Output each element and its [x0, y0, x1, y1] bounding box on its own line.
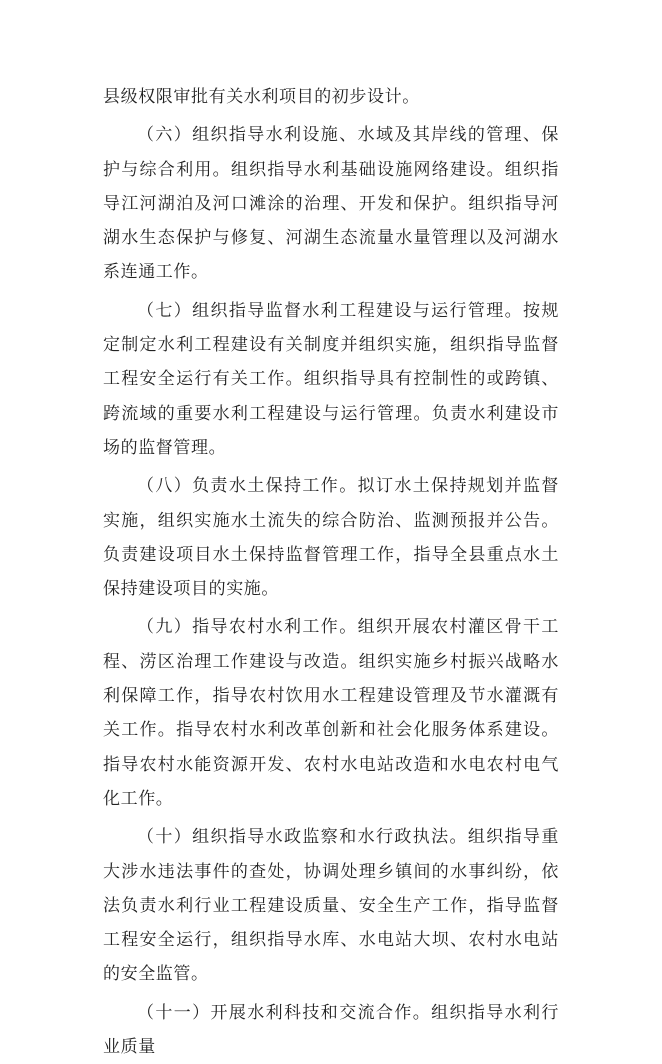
paragraph-item-8: （八）负责水土保持工作。拟订水土保持规划并监督实施，组织实施水土流失的综合防治、监测预报并公告。负责建设项目水土保持监督管理工作，指导全县重点水土保持建设项目的实施。: [103, 476, 559, 600]
paragraph-continuation: 县级权限审批有关水利项目的初步设计。: [103, 87, 420, 107]
paragraph-item-9: （九）指导农村水利工作。组织开展农村灌区骨干工程、涝区治理工作建设与改造。组织实施乡村振兴战略水利保障工作，指导农村饮用水工程建设管理及节水灌溉有关工作。指导农村水利改革创新和社会化服务体系建设。指导农村水能资源开发、农村水电站改造和水电农村电气化工作。: [103, 617, 559, 809]
paragraph-item-6: （六）组织指导水利设施、水域及其岸线的管理、保护与综合利用。组织指导水利基础设施网络建设。组织指导江河湖泊及河口滩涂的治理、开发和保护。组织指导河湖水生态保护与修复、河湖生态流量水量管理以及河湖水系连通工作。: [103, 125, 559, 283]
paragraph-item-7: （七）组织指导监督水利工程建设与运行管理。按规定制定水利工程建设有关制度并组织实施，组织指导监督工程安全运行有关工作。组织指导具有控制性的或跨镇、跨流域的重要水利工程建设与运行管理。负责水利建设市场的监督管理。: [103, 300, 559, 458]
paragraph-item-10: （十）组织指导水政监察和水行政执法。组织指导重大涉水违法事件的查处，协调处理乡镇间的水事纠纷，依法负责水利行业工程建设质量、安全生产工作，指导监督工程安全运行，组织指导水库、水电站大坝、农村水电站的安全监管。: [103, 827, 559, 985]
paragraph-item-11: （十一）开展水利科技和交流合作。组织指导水利行业质量: [103, 1002, 559, 1058]
